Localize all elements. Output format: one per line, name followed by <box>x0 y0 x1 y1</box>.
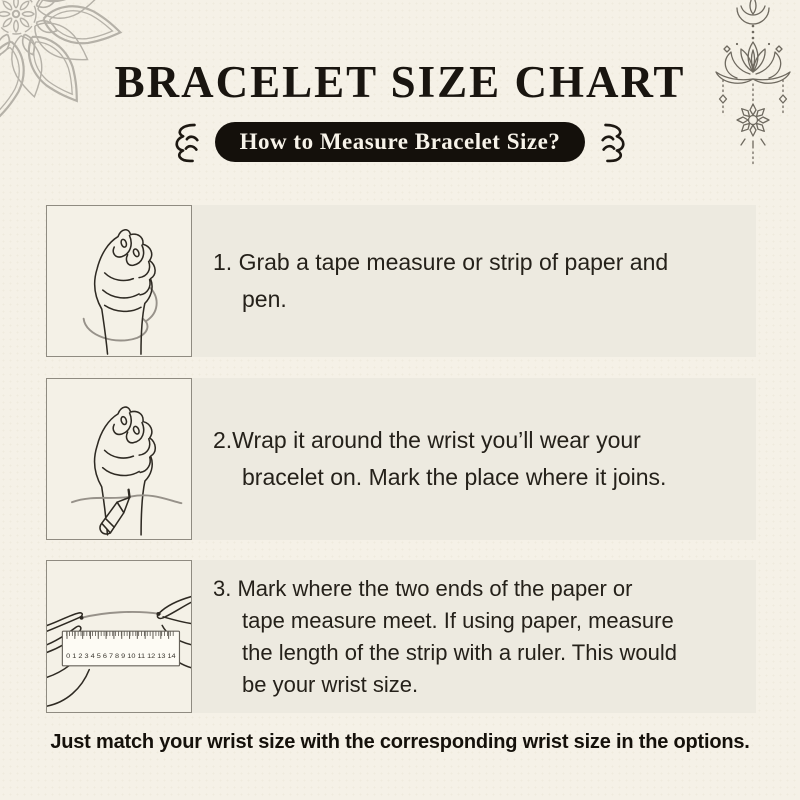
steps-list <box>46 205 756 713</box>
step-1-line-2: pen. <box>242 286 287 312</box>
ruler-numbers: 0 1 2 3 4 5 6 7 8 9 10 11 12 13 14 <box>66 653 177 661</box>
step-3-line-3: the length of the strip with a ruler. This would <box>242 639 677 665</box>
step-3-line-4: be your wrist size. <box>242 671 419 697</box>
flourish-left-icon <box>168 119 202 165</box>
step-2-line-2: bracelet on. Mark the place where it joins. <box>242 464 667 490</box>
step-3-line-1: 3. Mark where the two ends of the paper or <box>213 575 633 601</box>
step-2-row <box>46 378 756 540</box>
footer-note: Just match your wrist size with the corresponding wrist size in the options. <box>50 731 750 753</box>
page-title: BRACELET SIZE CHART <box>114 57 686 107</box>
hand-marking-strip-with-pen-icon <box>47 379 191 539</box>
step-2-text <box>192 378 756 540</box>
step-3-figure <box>46 560 192 713</box>
badge-row <box>0 119 800 165</box>
step-1-line-1: 1. Grab a tape measure or strip of paper and <box>213 249 669 275</box>
step-3-text <box>192 560 756 713</box>
flourish-right-icon <box>598 119 632 165</box>
step-2-figure <box>46 378 192 540</box>
step-3-line-2: tape measure meet. If using paper, measure <box>242 607 674 633</box>
step-1-figure <box>46 205 192 357</box>
step-1-row <box>46 205 756 357</box>
step-3-row <box>46 560 756 713</box>
step-1-text <box>192 205 756 357</box>
hand-with-strip-around-wrist-icon <box>47 206 191 356</box>
hands-measuring-strip-with-ruler-icon <box>47 561 191 712</box>
how-to-measure-badge: How to Measure Bracelet Size? <box>215 122 586 162</box>
step-2-line-1: 2.Wrap it around the wrist you’ll wear your <box>213 427 641 453</box>
